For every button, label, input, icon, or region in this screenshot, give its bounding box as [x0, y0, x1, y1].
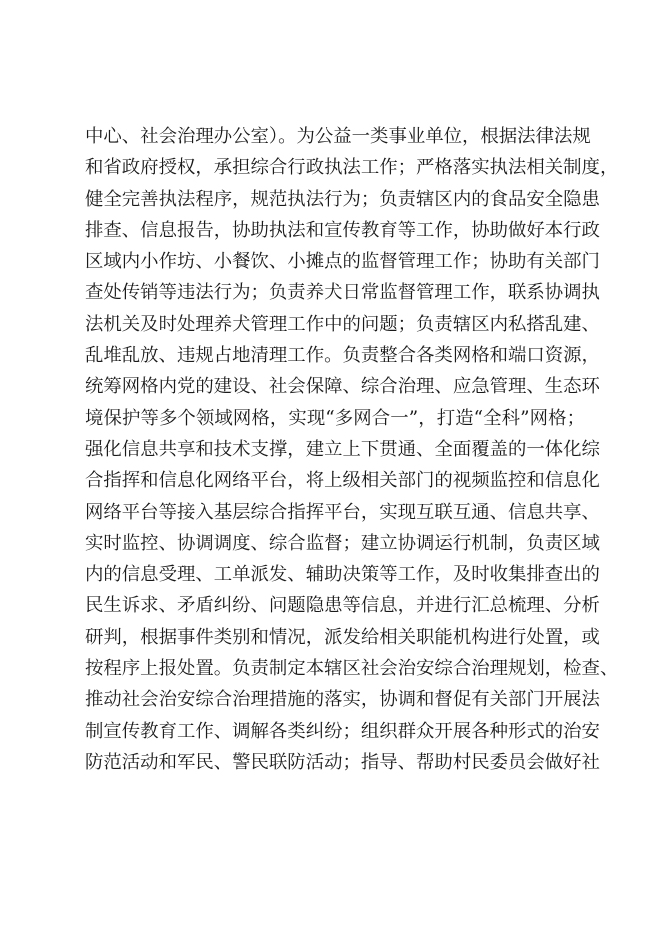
text-line: 中心、社会治理办公室）。为公益一类事业单位，根据法律法规: [85, 126, 591, 147]
text-line: 推动社会治安综合治理措施的落实，协调和督促有关部门开展法: [85, 689, 600, 711]
text-line: 实时监控、协调调度、综合监督；建立协调运行机制，负责区域: [85, 532, 600, 554]
text-line: 健全完善执法程序，规范执法行为；负责辖区内的食品安全隐患: [85, 188, 600, 210]
text-line: 民生诉求、矛盾纠纷、问题隐患等信息，并进行汇总梳理、分析: [85, 595, 600, 617]
body-text: [85, 121, 619, 778]
text-line: 合指挥和信息化网络平台，将上级相关部门的视频监控和信息化: [85, 470, 600, 492]
text-line: 乱堆乱放、违规占地清理工作。负责整合各类网格和端口资源，: [85, 345, 600, 367]
text-line: 内的信息受理、工单派发、辅助决策等工作，及时收集排查出的: [85, 564, 600, 586]
text-line: 统筹网格内党的建设、社会保障、综合治理、应急管理、生态环: [85, 376, 600, 398]
text-line: 区域内小作坊、小餐饮、小摊点的监督管理工作；协助有关部门: [85, 251, 600, 273]
text-line: 和省政府授权，承担综合行政执法工作；严格落实执法相关制度，: [85, 157, 619, 179]
text-line: 排查、信息报告，协助执法和宣传教育等工作，协助做好本行政: [85, 219, 600, 241]
text-line: 制宣传教育工作、调解各类纠纷；组织群众开展各种形式的治安: [85, 720, 600, 742]
text-line: 研判，根据事件类别和情况，派发给相关职能机构进行处置，或: [85, 626, 600, 648]
text-line: 境保护等多个领域网格，实现“多网合一”，打造“全科”网格；: [85, 407, 585, 429]
text-line: 防范活动和军民、警民联防活动；指导、帮助村民委员会做好社: [85, 751, 600, 773]
text-line: 法机关及时处理养犬管理工作中的问题；负责辖区内私搭乱建、: [85, 313, 600, 335]
text-line: 查处传销等违法行为；负责养犬日常监督管理工作，联系协调执: [85, 282, 600, 304]
text-line: 网络平台等接入基层综合指挥平台，实现互联互通、信息共享、: [85, 501, 600, 523]
text-line: 按程序上报处置。负责制定本辖区社会治安综合治理规划，检查、: [85, 658, 619, 680]
text-line: 强化信息共享和技术支撑，建立上下贯通、全面覆盖的一体化综: [85, 438, 600, 460]
